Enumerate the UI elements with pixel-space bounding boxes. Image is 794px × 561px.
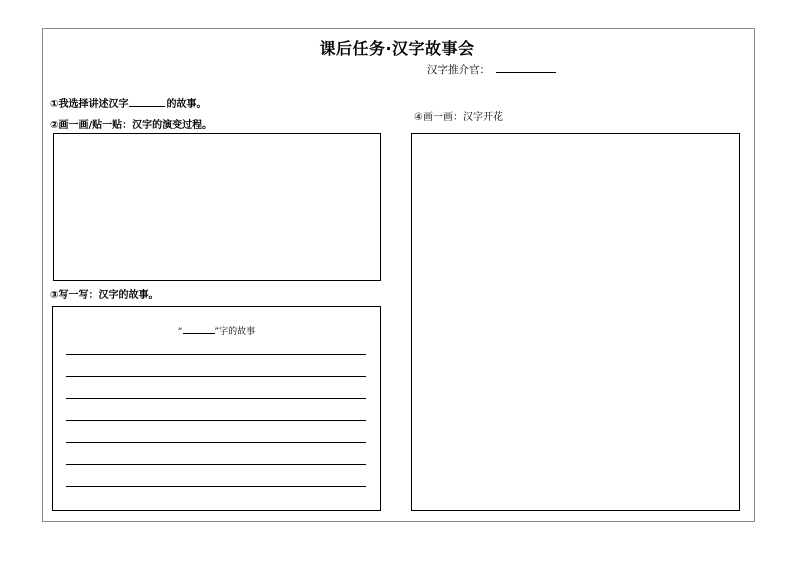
story-title-suffix: ”字的故事	[214, 327, 256, 337]
story-writing-box	[52, 306, 381, 511]
evolution-drawing-box	[53, 133, 381, 281]
presenter-field	[427, 62, 556, 77]
writing-line	[66, 376, 366, 377]
writing-line	[66, 354, 366, 355]
task2-label: ②画一画/贴一贴：汉字的演变过程。	[50, 120, 213, 131]
presenter-label: 汉字推介官：	[427, 64, 490, 76]
writing-line	[66, 464, 366, 465]
page-title: 课后任务·汉字故事会	[319, 39, 475, 58]
story-character-blank	[183, 325, 215, 334]
task3-label: ③写一写：汉字的故事。	[50, 290, 159, 301]
story-open-quote: “	[177, 327, 183, 337]
task1-label	[50, 95, 206, 110]
writing-line	[66, 442, 366, 443]
writing-line	[66, 486, 366, 487]
task1-suffix: 的故事。	[166, 99, 207, 110]
writing-line	[66, 420, 366, 421]
character-blank	[129, 96, 165, 107]
task4-label: ④画一画：汉字开花	[414, 112, 503, 123]
story-title	[53, 324, 380, 337]
task1-prefix: ①我选择讲述汉字	[50, 99, 129, 110]
writing-line	[66, 398, 366, 399]
presenter-blank	[496, 62, 556, 73]
flower-drawing-box	[411, 133, 740, 511]
